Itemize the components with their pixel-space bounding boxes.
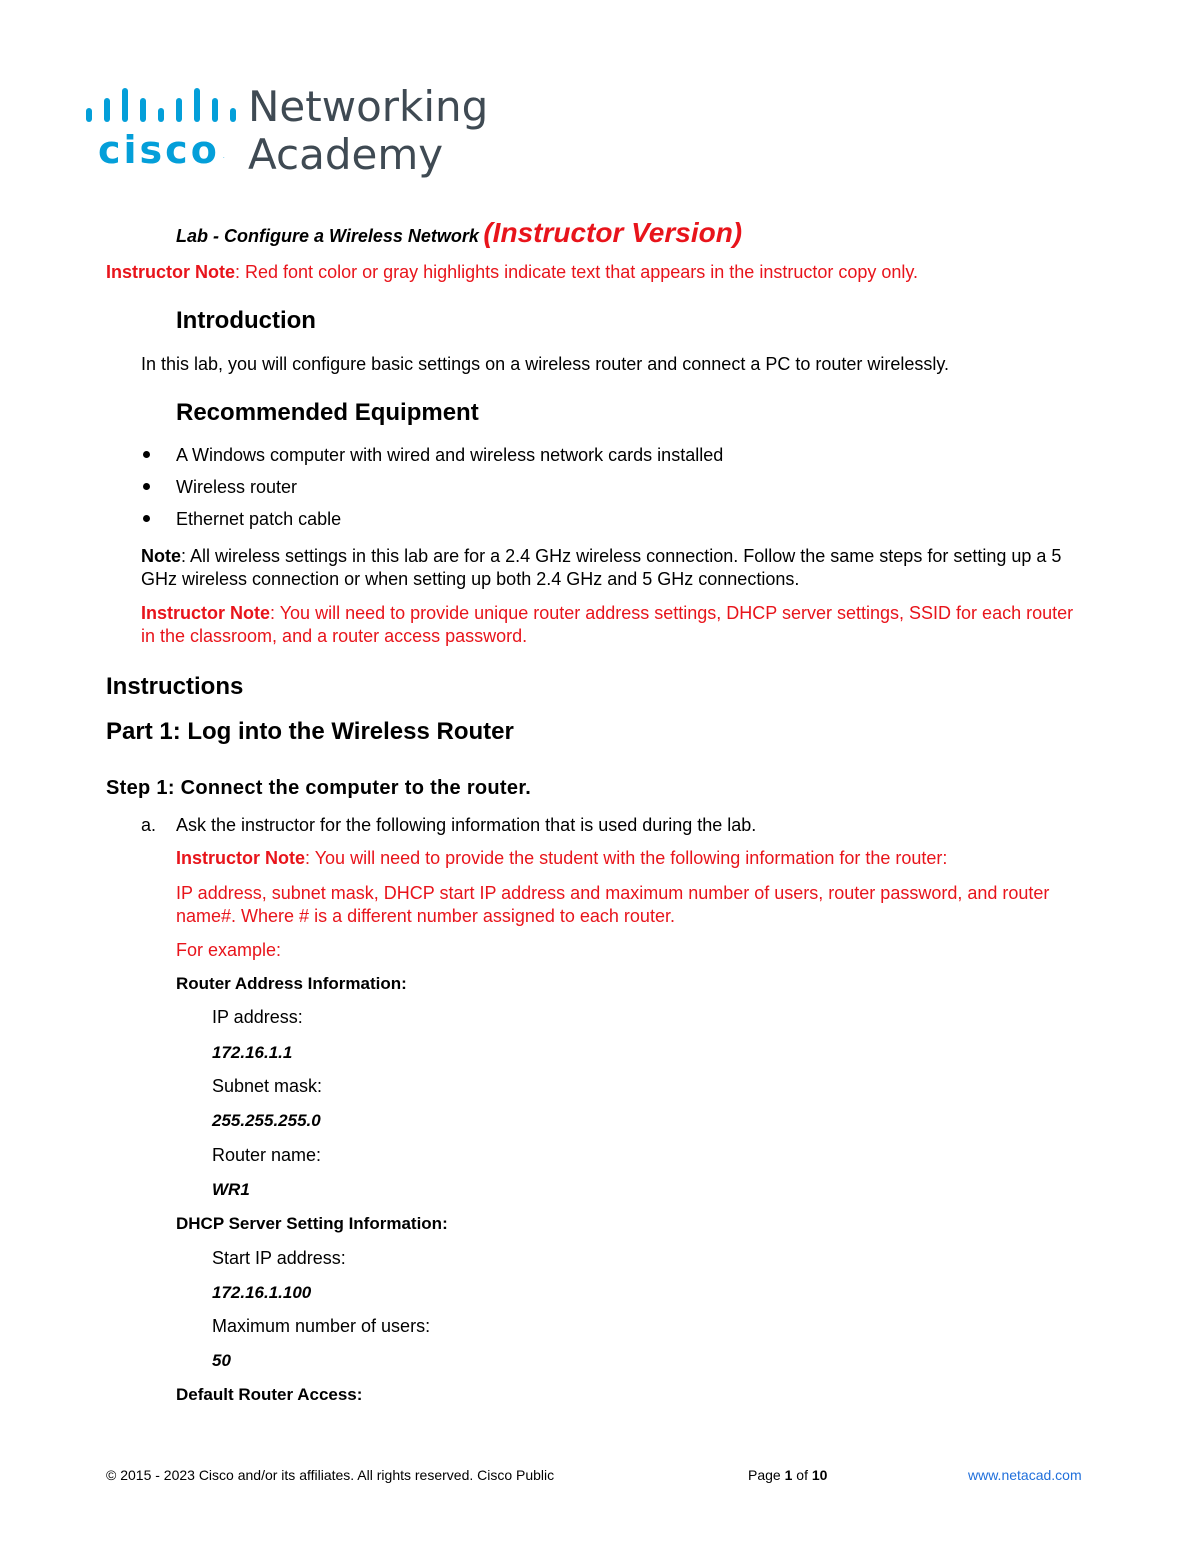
bullet-icon [143,483,150,490]
equipment-item: Ethernet patch cable [176,509,342,529]
title-version: (Instructor Version) [483,217,743,248]
instructor-note-text: : You will need to provide the student with the following information for the router: [305,848,948,868]
page-current: 1 [784,1467,793,1483]
logo-networking-text: Networking [248,82,489,131]
instructor-note-equipment [141,602,1086,648]
max-users-label: Maximum number of users: [212,1316,431,1336]
footer-page-number [748,1466,827,1484]
bullet-icon [143,451,150,458]
equipment-item: Wireless router [176,477,298,497]
router-name-value: WR1 [212,1180,250,1199]
page-total: 10 [811,1467,828,1483]
list-marker-a: a. [141,815,157,835]
cisco-wordmark: cisco [98,128,220,172]
max-users-value: 50 [212,1351,231,1370]
part1-heading: Part 1: Log into the Wireless Router [106,718,514,745]
trademark-dot: . [223,154,225,160]
instructor-note-text: : Red font color or gray highlights indicate text that appears in the instructor copy only. [235,262,919,282]
logo-academy-text: Academy [248,130,444,179]
netacad-link[interactable]: www.netacad.com [968,1467,1082,1483]
instructor-note-label: Instructor Note [106,262,236,282]
item-a-text: Ask the instructor for the following information that is used during the lab. [176,815,757,835]
dhcp-heading: DHCP Server Setting Information: [176,1214,448,1233]
instructor-note-details: IP address, subnet mask, DHCP start IP address and maximum number of users, router password, and router name#. Where # is a different number assigned to each router. [176,883,1050,926]
subnet-mask-label: Subnet mask: [212,1076,323,1096]
instructor-note-top [106,261,918,283]
instructor-note-label: Instructor Note [176,848,306,868]
note-label: Note [141,546,181,566]
page-of: of [792,1467,812,1483]
equipment-note [141,545,1091,591]
step1-heading: Step 1: Connect the computer to the router. [106,777,532,799]
equipment-heading: Recommended Equipment [176,399,479,426]
page-title [176,216,742,255]
router-name-label: Router name: [212,1145,322,1165]
router-address-heading: Router Address Information: [176,974,407,993]
instructor-note-label: Instructor Note [141,603,271,623]
ip-address-label: IP address: [212,1007,303,1027]
introduction-heading: Introduction [176,307,316,334]
cisco-networking-academy-logo [84,82,489,184]
note-text: : All wireless settings in this lab are for a 2.4 GHz wireless connection. Follow the same steps for setting up a 5 GHz wireless connection or when setting up both 2.4 GHz and 5 GHz connections. [141,546,1062,589]
instructor-note-step1 [176,847,947,869]
start-ip-label: Start IP address: [212,1248,346,1268]
equipment-item: A Windows computer with wired and wireless network cards installed [176,445,724,465]
footer-copyright: © 2015 - 2023 Cisco and/or its affiliates. All rights reserved. Cisco Public [106,1467,555,1483]
title-main: Lab - Configure a Wireless Network [176,226,479,246]
page-prefix: Page [748,1467,785,1483]
bullet-icon [143,515,150,522]
introduction-text: In this lab, you will configure basic settings on a wireless router and connect a PC to router wirelessly. [141,354,950,374]
start-ip-value: 172.16.1.100 [212,1283,312,1302]
instructor-note-text: : You will need to provide unique router address settings, DHCP server settings, SSID for each router in the classroom, and a router access password. [141,603,1074,646]
ip-address-value: 172.16.1.1 [212,1043,293,1062]
subnet-mask-value: 255.255.255.0 [212,1111,321,1130]
default-access-heading: Default Router Access: [176,1385,363,1404]
instructions-heading: Instructions [106,673,244,700]
for-example-text: For example: [176,940,282,960]
